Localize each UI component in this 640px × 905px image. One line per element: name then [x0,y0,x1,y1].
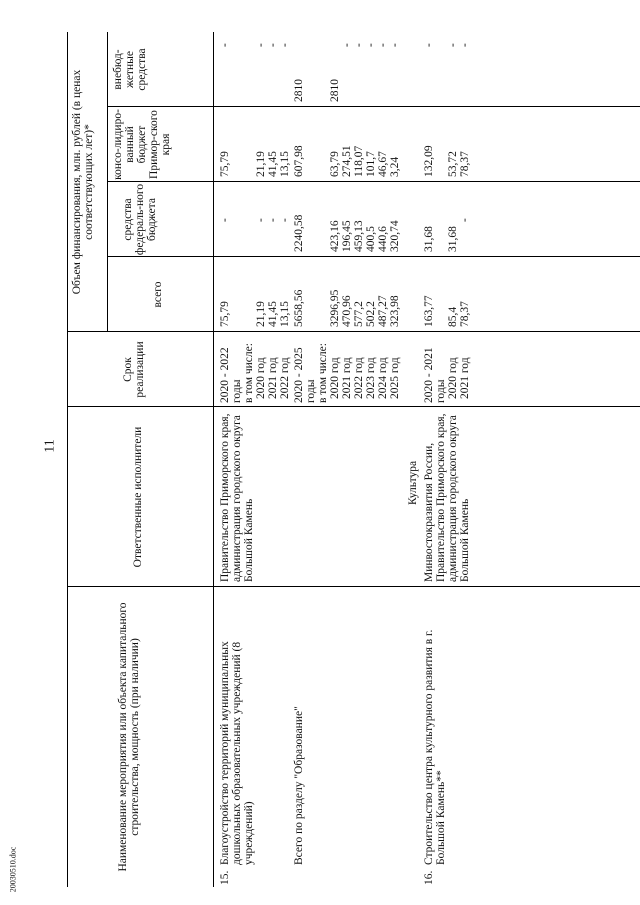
document-id: 20030510.doc [8,846,18,893]
header-regional: консо-лидиро-ванный бюджет Примор-ского края [112,109,172,180]
cell-federal: 31,68 [423,226,435,252]
cell-total: 41,45 [267,301,279,327]
cell-total: 577,2 [353,301,365,327]
row-number: 15. [219,870,231,885]
cell-federal: - [219,218,231,222]
rotated-table [67,32,640,887]
cell-federal: 423,16 [329,220,341,252]
cell-federal: 459,13 [353,220,365,252]
cell-extrabudget: - [423,43,435,47]
row-term: 2020 - 2025 годы [293,347,317,403]
cell-regional: 607,98 [293,145,305,177]
cell-total: 75,79 [219,301,231,327]
cell-extrabudget: - [377,43,389,47]
header-executors: Ответственные исполнители [132,426,144,568]
row-term: 2020 - 2022 годы [219,347,243,403]
cell-federal: 196,45 [341,220,353,252]
row-term: в том числе: [243,343,255,403]
cell-regional: 118,07 [353,145,365,177]
cell-federal: - [255,218,267,222]
cell-federal: 31,68 [447,226,459,252]
header-total: всего [152,281,164,308]
cell-extrabudget: 2810 [329,79,341,102]
cell-total: 163,77 [423,295,435,327]
header-volume: Объем финансирования, млн. рублей (в ценах соответствующих лет)* [71,69,95,295]
cell-regional: 13,15 [279,151,291,177]
cell-total: 13,15 [279,301,291,327]
row-term: 2023 год [365,357,377,399]
cell-federal: 2240,58 [293,214,305,252]
row-executors: Правительство Приморского края, администрация городского округа Большой Камень [219,413,255,582]
cell-extrabudget: - [353,43,365,47]
cell-total: 85,4 [447,306,459,327]
cell-regional: 101,7 [365,151,377,177]
cell-federal: - [459,218,471,222]
cell-total: 323,98 [389,295,401,327]
cell-federal: - [279,218,291,222]
header-name: Наименование мероприятия или объекта капитального строительства, мощность (при наличии) [117,602,141,872]
cell-regional: 274,51 [341,145,353,177]
header-federal: средства федераль-ного бюджета [122,183,158,256]
cell-regional: 21,19 [255,151,267,177]
cell-extrabudget: - [279,43,291,47]
cell-federal: 400,5 [365,226,377,252]
cell-extrabudget: - [365,43,377,47]
cell-federal: 440,6 [377,226,389,252]
row-term: 2021 год [341,357,353,399]
cell-regional: 41,45 [267,151,279,177]
row-name: Благоустройство территорий муниципальных дошкольных образовательных учреждений (8 учреждений) [219,641,255,865]
cell-total: 487,27 [377,295,389,327]
row-number: 16. [423,870,435,885]
cell-extrabudget: - [447,43,459,47]
section-title: Культура [407,460,419,505]
cell-regional: 53,72 [447,151,459,177]
page-number: 11 [42,439,58,453]
cell-extrabudget: - [267,43,279,47]
cell-extrabudget: 2810 [293,79,305,102]
row-term: 2020 год [329,357,341,399]
cell-total: 3296,95 [329,289,341,327]
row-term: 2020 год [255,357,267,399]
cell-federal: 320,74 [389,220,401,252]
cell-extrabudget: - [255,43,267,47]
cell-total: 78,37 [459,301,471,327]
row-executors: Минвостокразвития России, Правительство Приморского края, администрация городского округа Большой Камень [423,413,471,582]
cell-regional: 3,24 [389,156,401,177]
cell-total: 21,19 [255,301,267,327]
row-term: 2021 год [459,357,471,399]
row-term: 2024 год [377,357,389,399]
cell-extrabudget: - [219,43,231,47]
row-term: 2020 год [447,357,459,399]
row-term: 2022 год [353,357,365,399]
header-extrabudget: внебюд-жетные средства [112,48,148,91]
row-term: в том числе: [317,343,329,403]
row-term: 2020 - 2021 годы [423,347,447,403]
row-term: 2022 год [279,357,291,399]
cell-total: 502,2 [365,301,377,327]
cell-total: 5658,56 [293,289,305,327]
cell-regional: 132,09 [423,145,435,177]
row-term: 2021 год [267,357,279,399]
header-term: Срок реализации [122,341,146,398]
cell-extrabudget: - [341,43,353,47]
cell-regional: 46,67 [377,151,389,177]
cell-extrabudget: - [459,43,471,47]
cell-regional: 78,37 [459,151,471,177]
cell-federal: - [267,218,279,222]
cell-extrabudget: - [389,43,401,47]
cell-regional: 75,79 [219,151,231,177]
row-term: 2025 год [389,357,401,399]
cell-total: 470,96 [341,295,353,327]
row-name-total: Всего по разделу "Образование" [293,706,305,865]
cell-regional: 63,79 [329,151,341,177]
row-name: Строительство центра культурного развития в г. Большой Камень** [423,629,447,865]
